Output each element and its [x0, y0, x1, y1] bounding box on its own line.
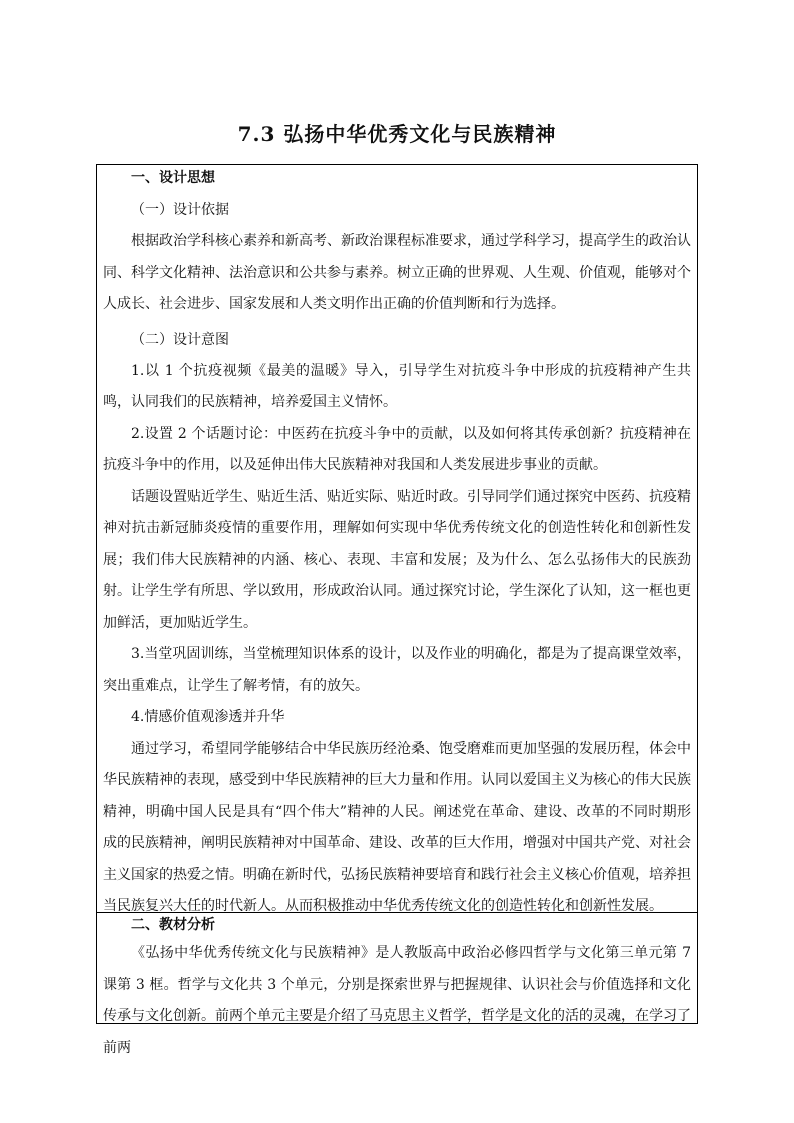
paragraph: 1.以 1 个抗疫视频《最美的温暖》导入，引导学生对抗疫斗争中形成的抗疫精神产生共鸣，认同我们的民族精神，培养爱国主义情怀。	[103, 362, 691, 410]
section-textbook-analysis	[97, 913, 697, 1064]
section-heading: 一、设计思想	[131, 170, 215, 186]
paragraph: 通过学习，希望同学能够结合中华民族历经沧桑、饱受磨难而更加坚强的发展历程，体会中华民族精神的表现，感受到中华民族精神的巨大力量和作用。认同以爱国主义为核心的伟大民族精神，明确中国人民是具有“四个伟大”精神的人民。阐述党在革命、建设、改革的不同时期形成的民族精神，阐明民族精神对中国革命、建设、改革的巨大作用，增强对中国共产党、对社会主义国家的热爱之情。明确在新时代，弘扬民族精神要培育和践行社会主义核心价值观，培养担当民族复兴大任的时代新人。从而积极推动中华优秀传统文化的创造性转化和创新性发展。	[103, 740, 691, 914]
content-table	[96, 164, 698, 1056]
paragraph: 4.情感价值观渗透并升华	[131, 709, 285, 725]
section-design-thinking	[97, 165, 697, 913]
paragraph: 2.设置 2 个话题讨论：中医药在抗疫斗争中的贡献，以及如何将其传承创新？抗疫精神在抗疫斗争中的作用，以及延伸出伟大民族精神对我国和人类发展进步事业的贡献。	[103, 425, 691, 473]
section-heading: 二、教材分析	[131, 917, 215, 933]
paragraph: 话题设置贴近学生、贴近生活、贴近实际、贴近时政。引导同学们通过探究中医药、抗疫精神对抗击新冠肺炎疫情的重要作用，理解如何实现中华优秀传统文化的创造性转化和创新性发展；我们伟大民族精神的内涵、核心、表现、丰富和发展；及为什么、怎么弘扬伟大的民族劲射。让学生学有所思、学以致用，形成政治认同。通过探究讨论，学生深化了认知，这一框也更加鲜活，更加贴近学生。	[103, 488, 691, 631]
paragraph: 根据政治学科核心素养和新高考、新政治课程标准要求，通过学科学习，提高学生的政治认同、科学文化精神、法治意识和公共参与素养。树立正确的世界观、人生观、价值观，能够对个人成长、社会进步、国家发展和人类文明作出正确的价值判断和行为选择。	[103, 233, 691, 312]
paragraph: 3.当堂巩固训练，当堂梳理知识体系的设计，以及作业的明确化，都是为了提高课堂效率，突出重难点，让学生了解考情，有的放矢。	[103, 646, 691, 694]
sub-heading-basis: （一）设计依据	[131, 202, 229, 218]
paragraph: 《弘扬中华优秀传统文化与民族精神》是人教版高中政治必修四哲学与文化第三单元第 7 课第 3 框。哲学与文化共 3 个单元，分别是探索世界与把握规律、认识社会与价值选择和文化传承与文化创新。前两个单元主要是介绍了马克思主义哲学，哲学是文化的活的灵魂，在学习了前两	[103, 945, 691, 1056]
sub-heading-intent: （二）设计意图	[131, 331, 229, 348]
page-title: 7.3 弘扬中华优秀文化与民族精神	[237, 122, 557, 146]
